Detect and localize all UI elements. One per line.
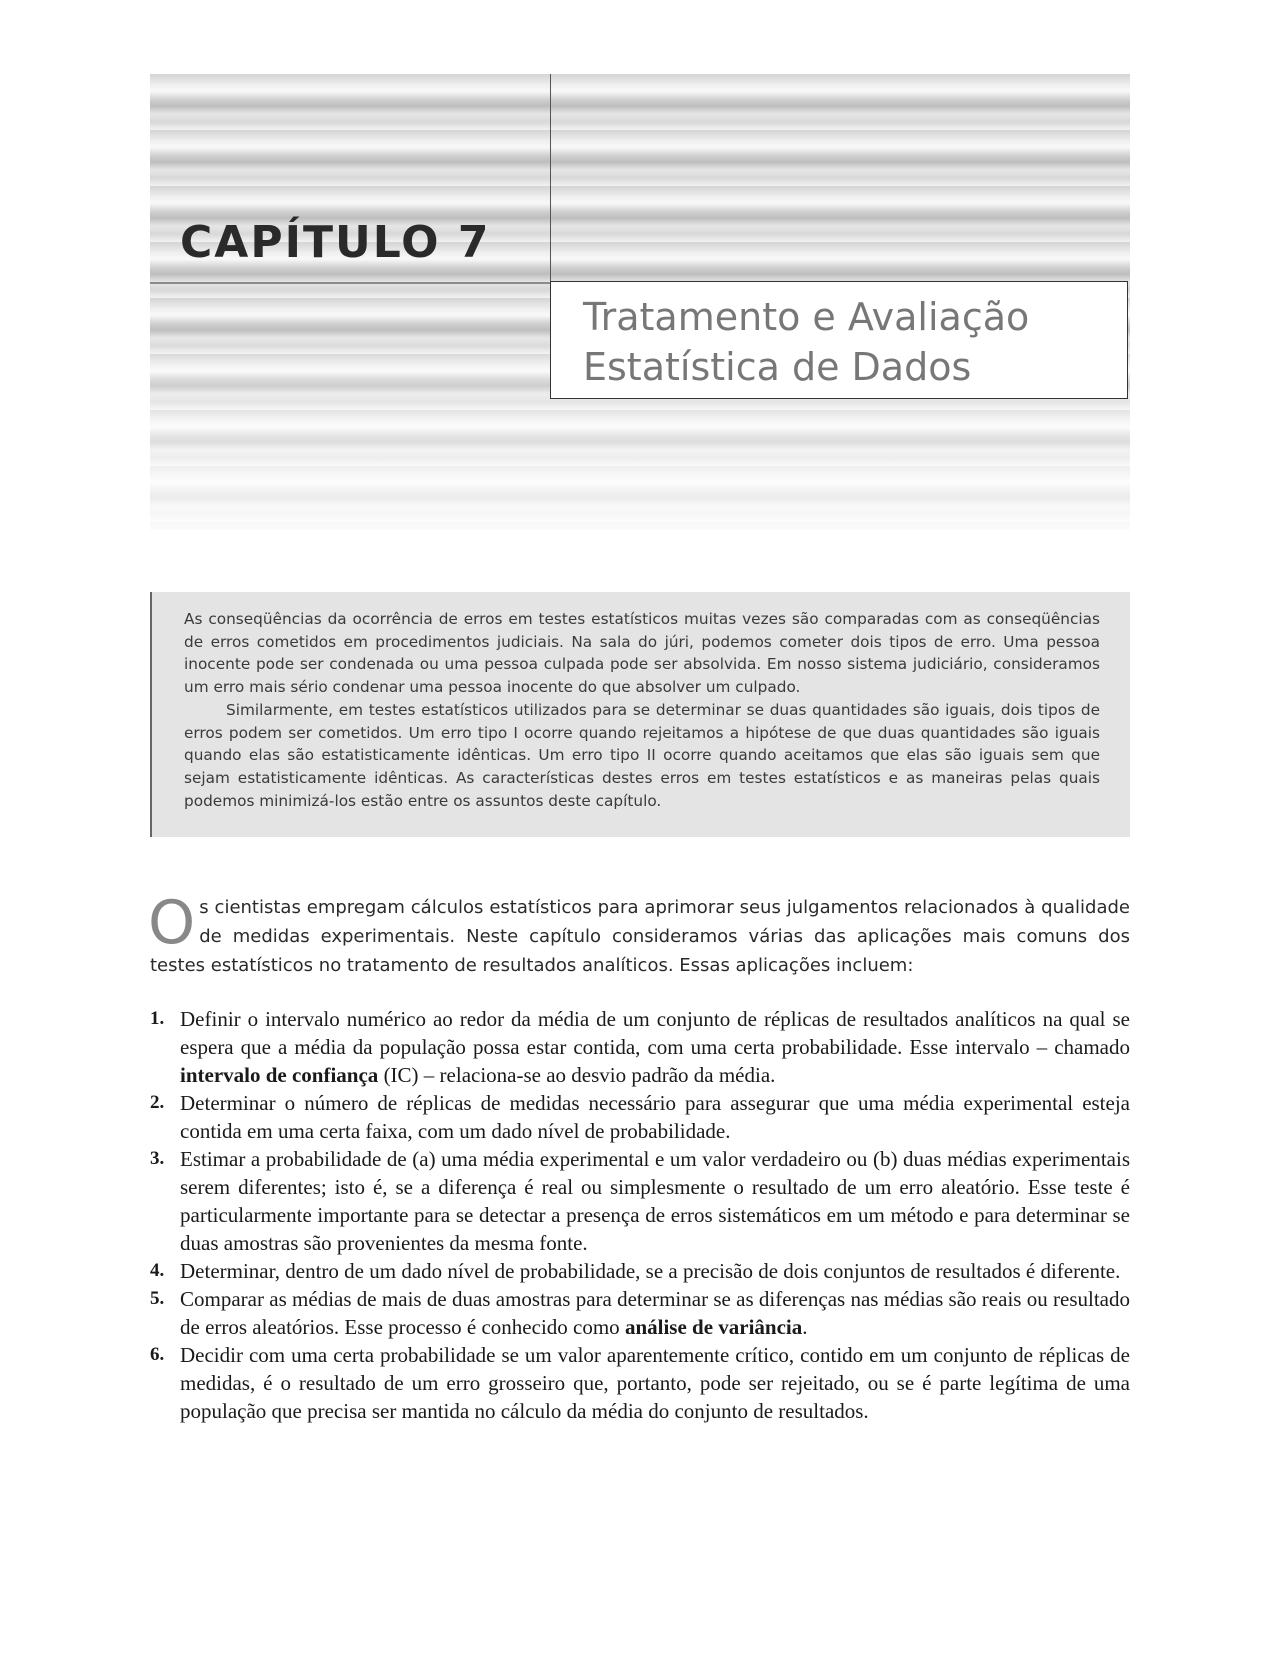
- chapter-title-line-2: Estatística de Dados: [583, 345, 972, 389]
- intro-box: [150, 592, 1130, 837]
- banner-divider: [550, 74, 551, 282]
- list-item-number: 6.: [150, 1344, 165, 1365]
- list-item-number: 4.: [150, 1260, 165, 1281]
- intro-paragraph-1: As conseqüências da ocorrência de erros em testes estatísticos muitas vezes são comparadas com as conseqüências de erros cometidos em procedimentos judiciais. Na sala do júri, podemos cometer dois tipos de erro. Uma pessoa inocente pode ser condenada ou uma pessoa culpada pode ser absolvida. Em nosso sistema judiciário, consideramos um erro mais sério condenar uma pessoa inocente do que absolver um culpado.: [184, 610, 1100, 697]
- list-item-text: Definir o intervalo numérico ao redor da média de um conjunto de réplicas de resultados analíticos na qual se espera que a média da população possa estar contida, com uma certa probabilidade. Esse intervalo – chamado: [180, 1007, 1130, 1059]
- intro-paragraph-2: Similarmente, em testes estatísticos utilizados para se determinar se duas quantidades são iguais, dois tipos de erros podem ser cometidos. Um erro tipo I ocorre quando rejeitamos a hipótese de que duas quantidades são iguais quando elas são estatisticamente idênticas. Um erro tipo II ocorre quando aceitamos que elas são iguais sem que sejam estatisticamente idênticas. As características destes erros em testes estatísticos e as maneiras pelas quais podemos minimizá-los estão entre os assuntos deste capítulo.: [184, 700, 1100, 810]
- list-item: [150, 1341, 1130, 1425]
- list-item-text: Decidir com uma certa probabilidade se um valor aparentemente crítico, contido em um conjunto de réplicas de medidas, é o resultado de um erro grosseiro que, portanto, pode ser rejeitado, ou se é parte legítima de uma população que precisa ser mantida no cálculo da média do conjunto de resultados.: [180, 1343, 1130, 1423]
- drop-cap: O: [148, 888, 196, 958]
- list-item-text: Estimar a probabilidade de (a) uma média experimental e um valor verdadeiro ou (b) duas médias experimentais serem diferentes; isto é, se a diferença é real ou simplesmente o resultado de um erro aleatório. Esse teste é particularmente importante para se detectar a presença de erros sistemáticos em um método e para determinar se duas amostras são provenientes da mesma fonte.: [180, 1147, 1130, 1255]
- list-item-text-end: (IC) – relaciona-se ao desvio padrão da média.: [378, 1063, 776, 1087]
- applications-list: [150, 1005, 1130, 1425]
- list-item: [150, 1005, 1130, 1089]
- list-item: [150, 1257, 1130, 1285]
- list-item-number: 1.: [150, 1008, 165, 1029]
- term-confidence-interval: intervalo de confiança: [180, 1063, 379, 1087]
- chapter-label: CAPÍTULO 7: [180, 217, 491, 268]
- lead-paragraph: [148, 888, 1130, 980]
- list-item: [150, 1285, 1130, 1341]
- chapter-banner: [150, 74, 1130, 530]
- list-item: [150, 1089, 1130, 1145]
- list-item-text: Determinar, dentro de um dado nível de probabilidade, se a precisão de dois conjuntos de resultados é diferente.: [180, 1259, 1121, 1283]
- list-item-number: 3.: [150, 1148, 165, 1169]
- chapter-rule: [150, 282, 550, 284]
- list-item-text: Comparar as médias de mais de duas amostras para determinar se as diferenças nas médias são reais ou resultado de erros aleatórios. Esse processo é conhecido como: [180, 1287, 1130, 1339]
- list-item-text-end: .: [802, 1315, 808, 1339]
- list-item-number: 5.: [150, 1288, 165, 1309]
- list-item-text: Determinar o número de réplicas de medidas necessário para assegurar que uma média experimental esteja contida em uma certa faixa, com um dado nível de probabilidade.: [180, 1091, 1130, 1143]
- list-item-number: 2.: [150, 1092, 165, 1113]
- lead-text: s cientistas empregam cálculos estatísticos para aprimorar seus julgamentos relacionados à qualidade de medidas experimentais. Neste capítulo consideramos várias das aplicações mais comuns dos testes estatísticos no tratamento de resultados analíticos. Essas aplicações incluem:: [150, 897, 1130, 976]
- chapter-title-box: [550, 281, 1128, 399]
- term-analysis-of-variance: análise de variância: [624, 1315, 803, 1339]
- list-item: [150, 1145, 1130, 1257]
- chapter-title-line-1: Tratamento e Avaliação: [583, 295, 1030, 339]
